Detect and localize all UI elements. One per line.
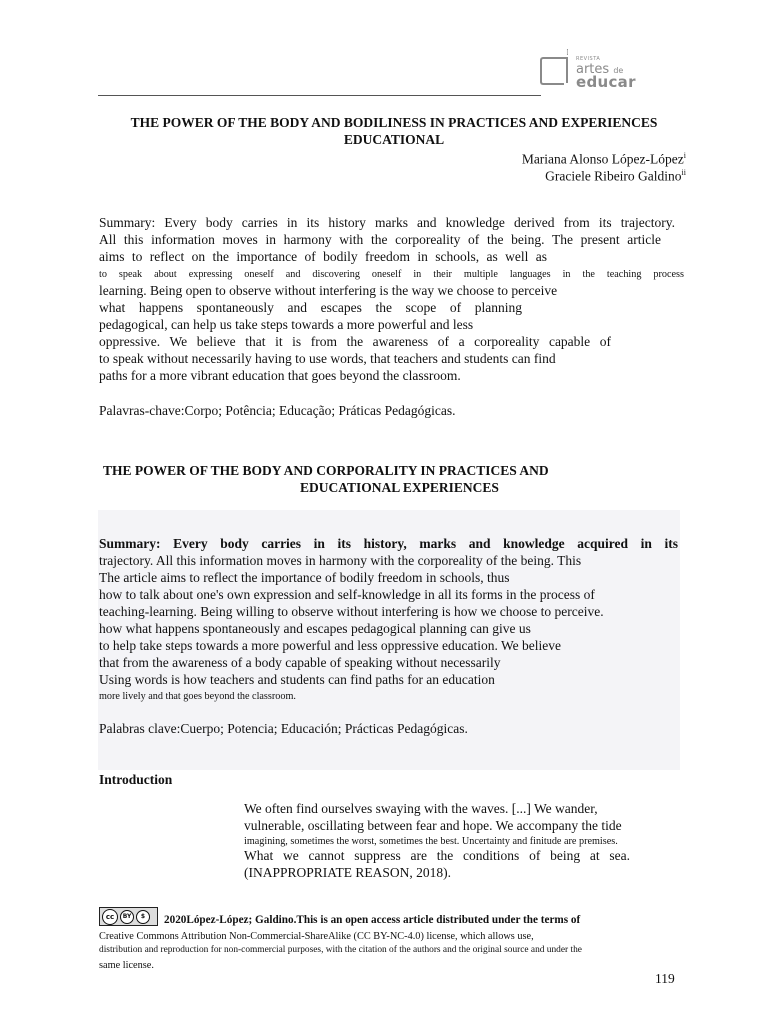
- cc-icon: cc: [102, 909, 118, 925]
- summary-line: teaching-learning. Being willing to observe without interfering is how we choose to perceive.: [99, 604, 604, 619]
- summary-line: to help take steps towards a more powerful and less oppressive education. We believe: [99, 638, 562, 653]
- title-line: EDUCATIONAL EXPERIENCES: [300, 480, 499, 495]
- quote-line: What we cannot suppress are the conditions of being at sea.: [244, 848, 630, 863]
- summary-line: paths for a more vibrant education that goes beyond the classroom.: [99, 368, 461, 383]
- logo-text-mid-small: de: [613, 66, 624, 75]
- summary-line: oppressive. We believe that it is from the awareness of a corporeality capable of: [99, 334, 611, 349]
- header-rule: [98, 95, 541, 96]
- author-2: Graciele Ribeiro Galdino$^{ii}$: [545, 168, 686, 184]
- summary-line: aims to reflect on the importance of bodily freedom in schools, as well as: [99, 249, 547, 264]
- summary-line: Summary: Every body carries in its history marks and knowledge derived from its trajectory.: [99, 215, 675, 230]
- quote-line: vulnerable, oscillating between fear and hope. We accompany the tide: [244, 818, 622, 833]
- by-icon: BY: [120, 910, 134, 924]
- summary-line: more lively and that goes beyond the classroom.: [99, 691, 296, 702]
- logo-text-small: REVISTA: [576, 56, 601, 62]
- article-title: [98, 114, 690, 148]
- license-line: 2020López-López; Galdino.This is an open access article distributed under the terms of: [164, 914, 581, 926]
- quote-line: We often find ourselves swaying with the waves. [...] We wander,: [244, 801, 598, 816]
- summary-line: The article aims to reflect the importance of bodily freedom in schools, thus: [99, 570, 510, 585]
- keywords: Palavras-chave:Corpo; Potência; Educação; Práticas Pedagógicas.: [99, 403, 456, 418]
- summary-line: Using words is how teachers and students can find paths for an education: [99, 672, 495, 687]
- summary-line: to speak without necessarily having to use words, that teachers and students can find: [99, 351, 556, 366]
- summary-line: that from the awareness of a body capable of speaking without necessarily: [99, 655, 501, 670]
- logo-text-mid: artes: [576, 62, 610, 77]
- author-1: Mariana Alonso López-López$^i$: [521, 151, 686, 167]
- cc-license-badge[interactable]: [99, 907, 158, 926]
- summary-line: to speak about expressing oneself and discovering oneself in their multiple languages in the teaching process: [99, 269, 684, 280]
- summary-line: All this information moves in harmony with the corporeality of the being. The present article: [99, 232, 661, 247]
- title-line: THE POWER OF THE BODY AND BODILINESS IN PRACTICES AND EXPERIENCES: [130, 115, 658, 130]
- title-line: THE POWER OF THE BODY AND CORPORALITY IN PRACTICES AND: [103, 463, 549, 478]
- summary-line: trajectory. All this information moves in harmony with the corporeality of the being. This: [99, 553, 582, 568]
- license-line: Creative Commons Attribution Non-Commercial-ShareAlike (CC BY-NC-4.0) license, which allows use,: [99, 931, 534, 942]
- keywords: Palabras clave:Cuerpo; Potencia; Educación; Prácticas Pedagógicas.: [99, 721, 468, 736]
- summary-line: Summary: Every body carries in its history, marks and knowledge acquired in its: [99, 536, 678, 551]
- summary-line: learning. Being open to observe without interfering is the way we choose to perceive: [99, 283, 558, 298]
- summary-line: pedagogical, can help us take steps towards a more powerful and less: [99, 317, 474, 332]
- article-title-translated: [103, 462, 611, 496]
- quote-line: imagining, sometimes the worst, sometimes the best. Uncertainty and finitude are premises.: [244, 836, 618, 847]
- title-line: EDUCATIONAL: [343, 132, 445, 147]
- logo-text-big: educar: [576, 73, 636, 91]
- page-number: 119: [655, 971, 675, 986]
- nc-icon: $: [136, 910, 150, 924]
- summary-line: what happens spontaneously and escapes the scope of planning: [99, 300, 522, 315]
- section-heading: Introduction: [99, 772, 173, 787]
- license-line: distribution and reproduction for non-commercial purposes, with the citation of the authors and the original source and under the: [99, 945, 582, 955]
- logo-bracket-tail: [558, 57, 568, 83]
- quote-line: (INAPPROPRIATE REASON, 2018).: [244, 865, 452, 880]
- summary-line: how to talk about one's own expression and self-knowledge in all its forms in the process of: [99, 587, 595, 602]
- license-line: same license.: [99, 960, 154, 971]
- logo-spark-icon: ⁞: [566, 48, 569, 58]
- journal-logo: [536, 47, 646, 99]
- summary-line: how what happens spontaneously and escapes pedagogical planning can give us: [99, 621, 531, 636]
